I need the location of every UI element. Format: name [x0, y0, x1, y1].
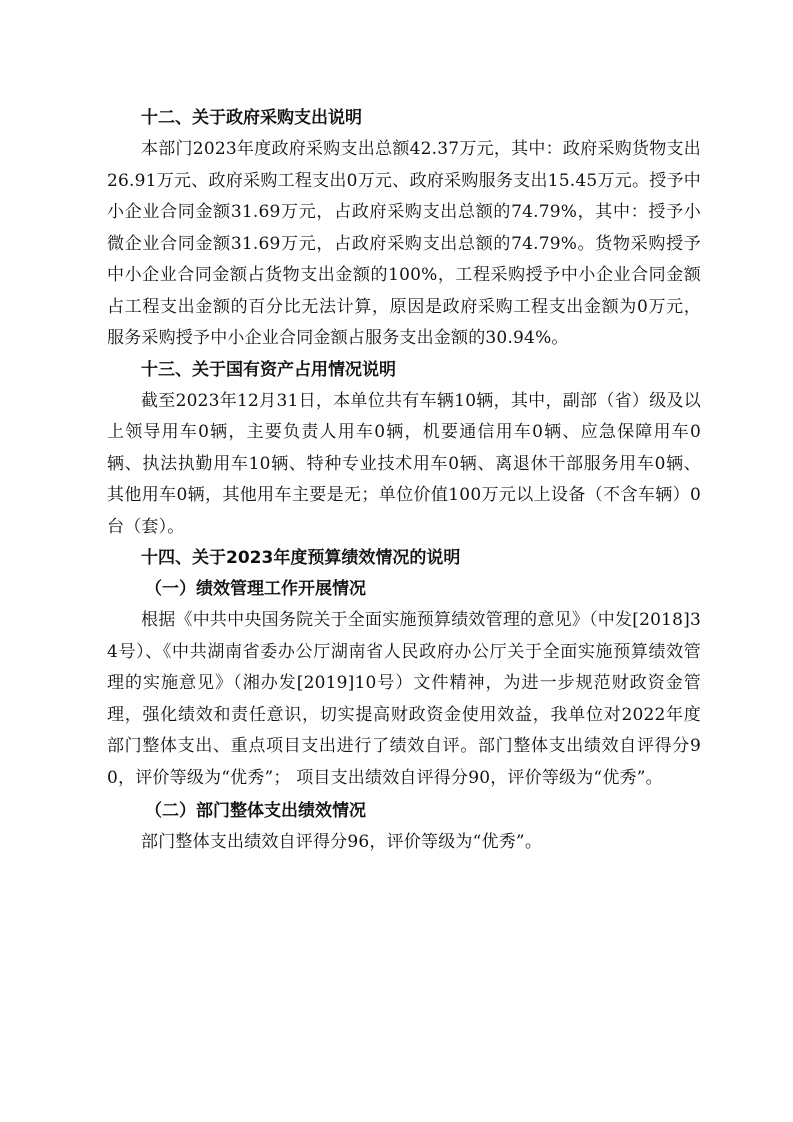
section-12-heading: 十二、关于政府采购支出说明 [141, 108, 362, 128]
section-14-sub1-paragraph: 根据《中共中央国务院关于全面实施预算绩效管理的意见》（中发[2018]34号）、《中共湖南省委办公厅湖南省人民政府办公厅关于全面实施预算绩效管理的实施意见》（湘办发[2019]10号）文件精神，为进一步规范财政资金管理，强化绩效和责任意识，切实提高财政资金使用效益，我单位对2022年度部门整体支出、重点项目支出进行了绩效自评。部门整体支出绩效自评得分90，评价等级为“优秀”； 项目支出绩效自评得分90，评价等级为“优秀”。 [107, 610, 701, 788]
section-14-sub2-paragraph: 部门整体支出绩效自评得分96，评价等级为“优秀”。 [141, 832, 543, 852]
section-14-sub2-heading: （二）部门整体支出绩效情况 [145, 801, 366, 821]
section-13-paragraph: 截至2023年12月31日，本单位共有车辆10辆，其中，副部（省）级及以上领导用车0辆，主要负责人用车0辆，机要通信用车0辆、应急保障用车0辆、执法执勤用车10辆、特种专业技术用车0辆、离退休干部服务用车0辆、其他用车0辆，其他用车主要是无；单位价值100万元以上设备（不含车辆）0台（套）。 [107, 390, 701, 537]
section-12-paragraph: 本部门2023年度政府采购支出总额42.37万元，其中：政府采购货物支出26.91万元、政府采购工程支出0万元、政府采购服务支出15.45万元。授予中小企业合同金额31.69万元，占政府采购支出总额的74.79%，其中：授予小微企业合同金额31.69万元，占政府采购支出总额的74.79%。货物采购授予中小企业合同金额占货物支出金额的100%，工程采购授予中小企业合同金额占工程支出金额的百分比无法计算，原因是政府采购工程支出金额为0万元，服务采购授予中小企业合同金额占服务支出金额的30.94%。 [107, 139, 701, 348]
section-14-sub1-heading: （一）绩效管理工作开展情况 [145, 579, 366, 599]
section-14-heading: 十四、关于2023年度预算绩效情况的说明 [141, 548, 461, 568]
section-13-heading: 十三、关于国有资产占用情况说明 [141, 359, 396, 380]
